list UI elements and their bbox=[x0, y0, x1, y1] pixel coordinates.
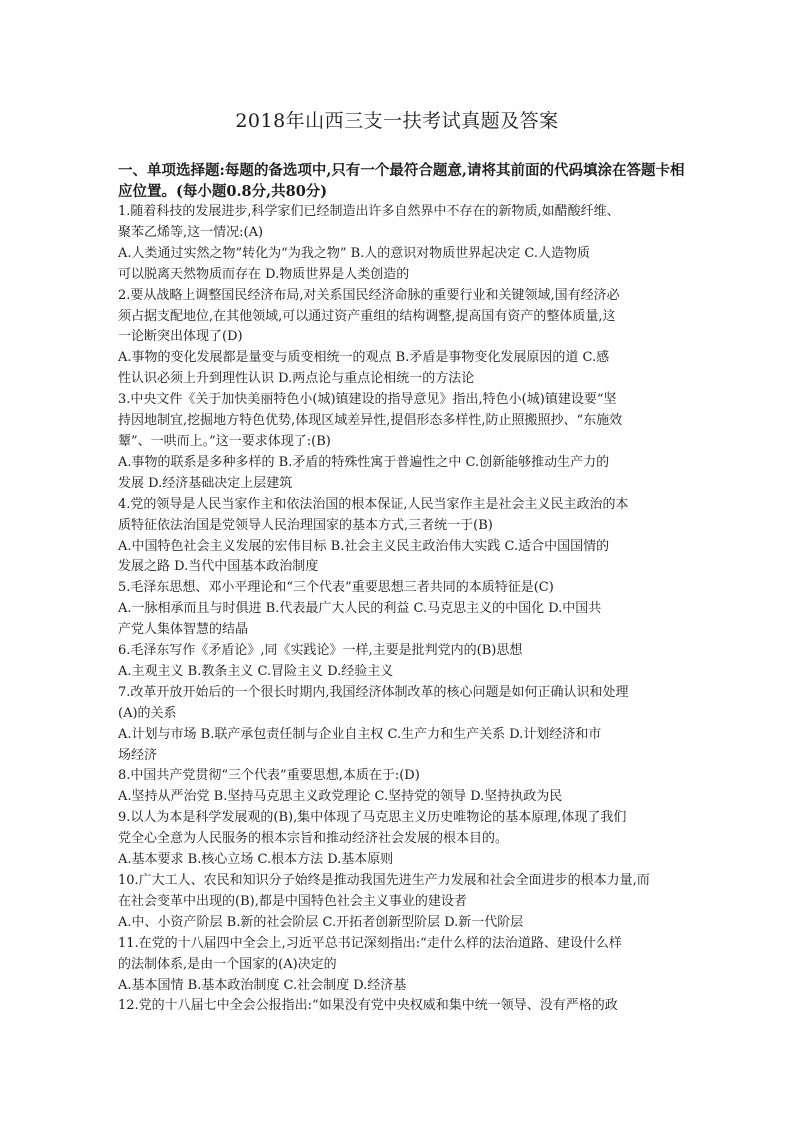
text-line: 发展 D.经济基础决定上层建筑 bbox=[118, 475, 293, 491]
text-line: A.计划与市场 B.联产承包责任制与企业自主权 C.生产力和生产关系 D.计划经济和市 bbox=[118, 726, 602, 742]
text-line: 性认识必须上升到理性认识 D.两点论与重点论相统一的方法论 bbox=[118, 371, 475, 387]
text-line: 12.党的十八届七中全会公报指出:“如果没有党中央权威和集中统一领导、没有严格的政 bbox=[118, 998, 618, 1014]
text-line: 9.以人为本是科学发展观的(B),集中体现了马克思主义历史唯物论的基本原理,体现了我们 bbox=[118, 810, 627, 826]
text-line: (A)的关系 bbox=[118, 705, 177, 721]
text-line: A.主观主义 B.教条主义 C.冒险主义 D.经验主义 bbox=[118, 663, 394, 679]
text-line: 4.党的领导是人民当家作主和依法治国的根本保证,人民当家作主是社会主义民主政治的本 bbox=[118, 496, 629, 512]
question-body bbox=[118, 202, 688, 1017]
text-line: A.一脉相承而且与时俱进 B.代表最广大人民的利益 C.马克思主义的中国化 D.中国共 bbox=[118, 601, 602, 617]
text-line: 持因地制宜,挖掘地方特色优势,体现区域差异性,提倡形态多样性,防止照搬照抄、“东施效 bbox=[118, 413, 623, 429]
text-line: A.人类通过实然之物”转化为“为我之物” B.人的意识对物质世界起决定 C.人造物质 bbox=[118, 245, 591, 261]
text-line: 10.广大工人、农民和知识分子始终是推动我国先进生产力发展和社会全面进步的根本力量,而 bbox=[118, 873, 650, 888]
text-line: 6.毛泽东写作《矛盾论》,同《实践论》一样,主要是批判党内的(B)思想 bbox=[118, 643, 523, 659]
text-line: 1.随着科技的发展进步,科学家们已经制造出许多自然界中不存在的新物质,如醋酸纤维、 bbox=[118, 204, 620, 219]
text-line: 的法制体系,是由一个国家的(A)决定的 bbox=[118, 956, 337, 972]
text-line: A.中国特色社会主义发展的宏伟目标 B.社会主义民主政治伟大实践 C.适合中国国情的 bbox=[118, 538, 610, 554]
text-line: 可以脱离天然物质而存在 D.物质世界是人类创造的 bbox=[118, 266, 410, 282]
text-line: 3.中央文件《关于加快美丽特色小(城)镇建设的指导意见》指出,特色小(城)镇建设要“坚 bbox=[118, 392, 617, 408]
text-line: 产党人集体智慧的结晶 bbox=[118, 622, 249, 638]
text-line: A.事物的联系是多种多样的 B.矛盾的特殊性寓于普遍性之中 C.创新能够推动生产力的 bbox=[118, 454, 610, 470]
text-line: A.中、小资产阶层 B.新的社会阶层 C.开拓者创新型阶层 D.新一代阶层 bbox=[118, 914, 524, 930]
text-line: A.基本国情 B.基本政治制度 C.社会制度 D.经济基 bbox=[118, 977, 407, 993]
text-line: 质特征依法治国是党领导人民治理国家的基本方式,三者统一于(B) bbox=[118, 517, 493, 533]
text-line: 一论断突出体现了(D) bbox=[118, 329, 243, 345]
text-line: 聚苯乙烯等,这一情况:(A) bbox=[118, 224, 264, 240]
page-title: 2018年山西三支一扶考试真题及答案 bbox=[235, 110, 559, 132]
text-line: 场经济 bbox=[118, 747, 158, 763]
section-heading bbox=[118, 160, 688, 202]
text-line: 8.中国共产党贯彻“三个代表”重要思想,本质在于:(D) bbox=[118, 768, 420, 784]
text-line: A.坚持从严治党 B.坚持马克思主义政党理论 C.坚持党的领导 D.坚持执政为民 bbox=[118, 789, 563, 805]
text-line: A.事物的变化发展都是量变与质变相统一的观点 B.矛盾是事物变化发展原因的道 C.感 bbox=[118, 350, 610, 366]
text-line: 7.改革开放开始后的一个很长时期内,我国经济体制改革的核心问题是如何正确认识和处理 bbox=[118, 684, 629, 700]
text-line: 11.在党的十八届四中全会上,习近平总书记深刻指出:“走什么样的法治道路、建设什么样 bbox=[118, 935, 622, 951]
text-line: A.基本要求 B.核心立场 C.根本方法 D.基本原则 bbox=[118, 852, 394, 868]
text-line: 党全心全意为人民服务的根本宗旨和推动经济社会发展的根本目的。 bbox=[118, 831, 509, 847]
text-line: 颦”、一哄而上。”这一要求体现了:(B) bbox=[118, 433, 331, 449]
text-line: 2.要从战略上调整国民经济布局,对关系国民经济命脉的重要行业和关键领域,国有经济必 bbox=[118, 287, 620, 303]
text-line: 须占据支配地位,在其他领域,可以通过资产重组的结构调整,提高国有资产的整体质量,这 bbox=[118, 308, 616, 324]
text-line: 5.毛泽东思想、邓小平理论和“三个代表”重要思想三者共同的本质特征是(C) bbox=[118, 580, 554, 596]
section-heading-line: 一、单项选择题:每题的备选项中,只有一个最符合题意,请将其前面的代码填涂在答题卡相 bbox=[118, 162, 685, 179]
text-line: 发展之路 D.当代中国基本政治制度 bbox=[118, 559, 319, 575]
text-line: 在社会变革中出现的(B),都是中国特色社会主义事业的建设者 bbox=[118, 893, 467, 909]
section-heading-line: 应位置。(每小题0.8分,共80分) bbox=[118, 183, 328, 200]
